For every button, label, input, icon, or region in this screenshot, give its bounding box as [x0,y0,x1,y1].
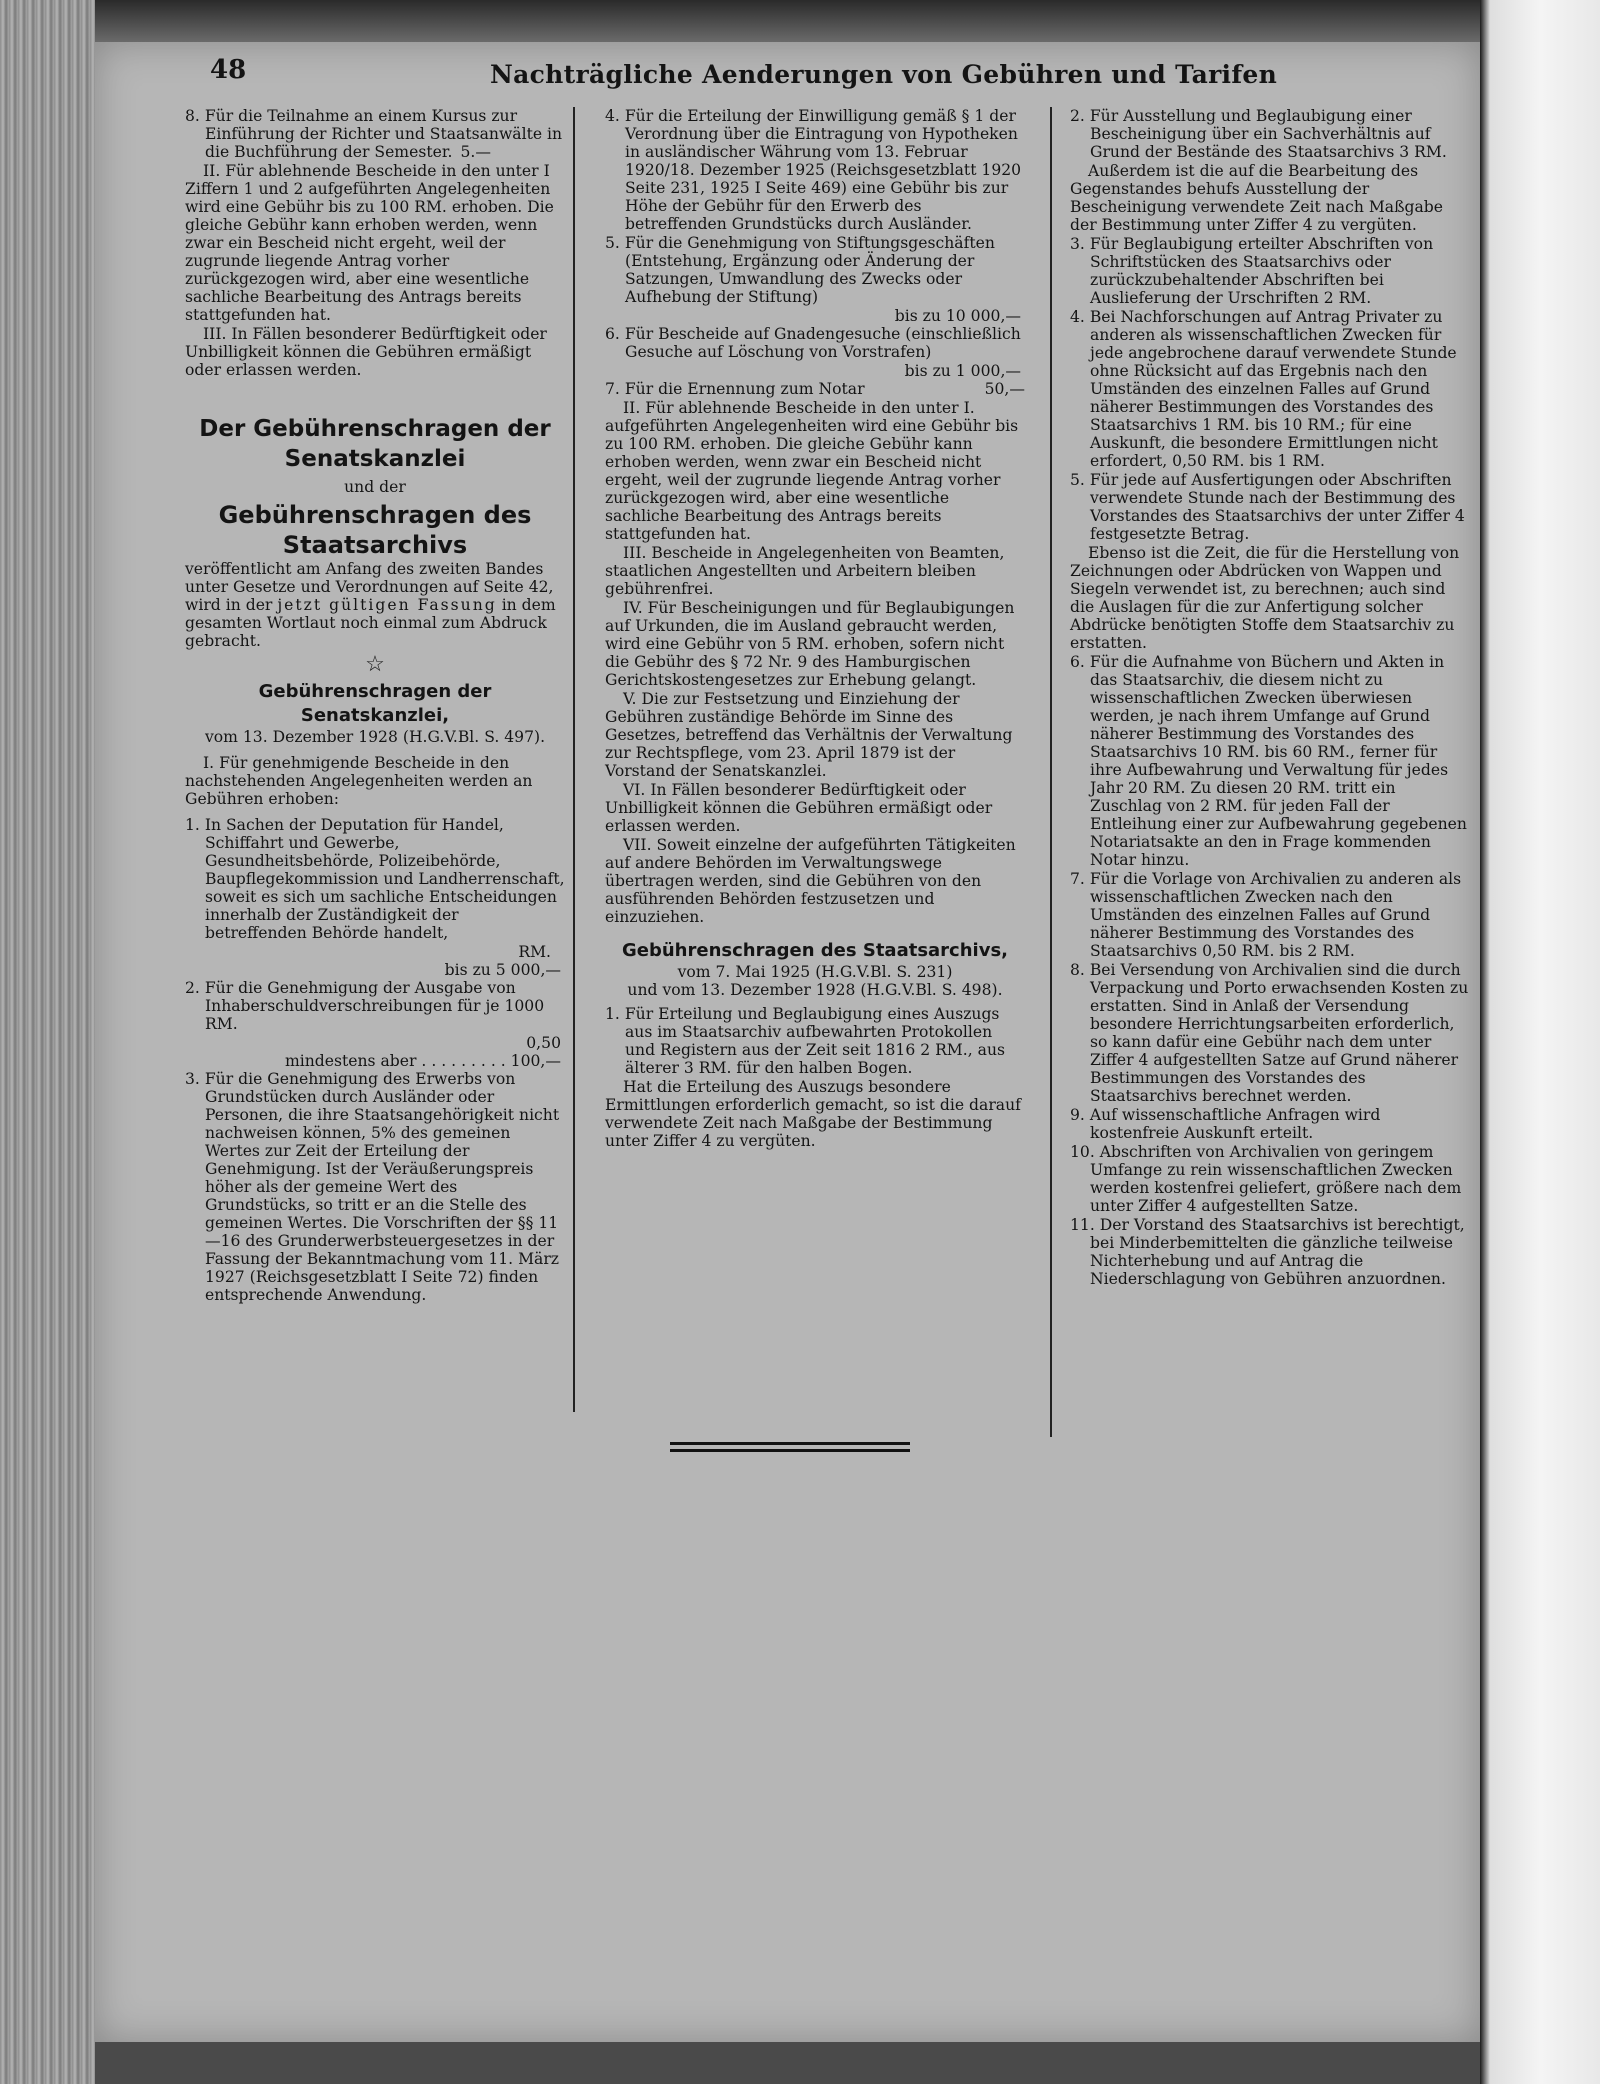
senatskanzlei-para-III-b: III. Bescheide in Angelegenheiten von Beamten, staatlichen Angestellten und Arbeitern bleiben gebührenfrei. [605,544,1005,598]
senatskanzlei-item-1: 1. In Sachen der Deputation für Handel, Schiffahrt und Gewerbe, Gesundheitsbehörde, Polizeibehörde, Baupflegekommission und Landherrenschaft, soweit es sich um sachliche Entscheidungen innerhalb der Zuständigkeit der betreffenden Behörde handelt, [185,816,565,942]
sub-date-staatsarchiv-1: vom 7. Mai 1925 (H.G.V.Bl. S. 231) [677,963,953,981]
staatsarchiv-item-2-para: Außerdem ist die auf die Bearbeitung des Gegenstandes behufs Ausstellung der Bescheinigung verwendete Zeit nach Maßgabe der Bestimmung unter Ziffer 4 zu vergüten. [1070,162,1444,234]
staatsarchiv-item-11: 11. Der Vorstand des Staatsarchivs ist berechtigt, bei Minderbemittelten die gänzliche teilweise Nichterhebung und auf Antrag die Niederschlagung von Gebühren anzuordnen. [1070,1216,1465,1288]
senatskanzlei-para-V: V. Die zur Festsetzung und Einziehung der Gebühren zuständige Behörde im Sinne des Gesetzes, betreffend das Verhältnis der Verwaltung zur Rechtspflege, vom 23. April 1879 ist der Vorstand der Senatskanzlei. [605,690,1013,780]
staatsarchiv-item-6: 6. Für die Aufnahme von Büchern und Akten in das Staatsarchiv, die diesem nicht zu wissenschaftlichen Zwecken überwiesen werden, je nach ihrem Umfange auf Grund näherer Bestimmung des Vorstandes des Staatsarchivs 10 RM. bis 60 RM., ferner für ihre Aufbewahrung und Verwaltung für jedes Jahr 20 RM. Zu diesen 20 RM. tritt ein Zuschlag von 2 RM. für jeden Fall der Entleihung einer zur Aufbewahrung gegebenen Notariatsakte an den in Frage kommenden Notar hinzu. [1070,653,1467,869]
document-page [95,42,1480,2042]
page-number: 48 [210,55,247,85]
senatskanzlei-item-2: 2. Für die Genehmigung der Ausgabe von Inhaberschuldverschreibungen für je 1000 RM. [185,979,545,1033]
staatsarchiv-item-5-para: Ebenso ist die Zeit, die für die Herstellung von Zeichnungen oder Abdrücken von Wappen und Siegeln verwendet ist, zu berechnen; auch sind die Auslagen für die zur Anfertigung solcher Abdrücke benötigten Stoffe dem Staatsarchiv zu erstatten. [1070,544,1460,652]
senatskanzlei-item-6-amount: bis zu 1 000,— [904,362,1021,380]
senatskanzlei-item-6: 6. Für Bescheide auf Gnadengesuche (einschließlich Gesuche auf Löschung von Vorstrafen) [605,325,1021,361]
senatskanzlei-item-2-min: mindestens aber . . . . . . . . . 100,— [284,1052,561,1070]
heading-senatskanzlei: Der Gebührenschragen der Senatskanzlei [199,416,551,472]
staatsarchiv-item-9: 9. Auf wissenschaftliche Anfragen wird kostenfreie Auskunft erteilt. [1070,1106,1381,1142]
senatskanzlei-item-5: 5. Für die Genehmigung von Stiftungsgeschäften (Entstehung, Ergänzung oder Änderung der Satzungen, Umwandlung des Zwecks oder Aufhebung der Stiftung) [605,234,995,306]
facing-page-edge [1480,0,1600,2084]
running-head: Nachträgliche Aenderungen von Gebühren und Tarifen [490,60,1278,89]
staatsarchiv-item-1-para: Hat die Erteilung des Auszugs besondere Ermittlungen erforderlich gemacht, so ist die darauf verwendete Zeit nach Maßgabe der Bestimmung unter Ziffer 4 zu vergüten. [605,1078,1021,1150]
staatsarchiv-item-4: 4. Bei Nachforschungen auf Antrag Privater zu anderen als wissenschaftlichen Zwecken für jede angebrochene darauf verwendete Stunde ohne Rücksicht auf das Ergebnis nach den Umständen des einzelnen Falles auf Grund näherer Bestimmungen des Vorstandes des Staatsarchivs 1 RM. bis 10 RM.; für eine Auskunft, die besondere Ermittlungen nicht erfordert, 0,50 RM. bis 1 RM. [1070,308,1457,470]
senatskanzlei-item-5-amount: bis zu 10 000,— [894,307,1021,325]
sub-heading-staatsarchiv: Gebührenschragen des Staatsarchivs, [621,940,1008,961]
senatskanzlei-para-IV: IV. Für Bescheinigungen und für Beglaubigungen auf Urkunden, die im Ausland gebraucht werden, wird eine Gebühr von 5 RM. erhoben, sofern nicht die Gebühr des § 72 Nr. 9 des Hamburgischen Gerichtskostengesetzes zur Erhebung gelangt. [605,599,1015,689]
senatskanzlei-item-4: 4. Für die Erteilung der Einwilligung gemäß § 1 der Verordnung über die Eintragung von Hypotheken in ausländischer Währung vom 13. Februar 1920/18. Dezember 1925 (Reichsgesetzblatt 1920 Seite 231, 1925 I Seite 469) eine Gebühr bis zur Höhe der Gebühr für den Erwerb des betreffenden Grundstücks durch Ausländer. [605,107,1022,233]
sub-date-senatskanzlei: vom 13. Dezember 1928 (H.G.V.Bl. S. 497). [204,728,546,746]
senatskanzlei-para-VI: VI. In Fällen besonderer Bedürftigkeit oder Unbilligkeit können die Gebühren ermäßigt oder erlassen werden. [605,781,993,835]
staatsarchiv-item-7: 7. Für die Vorlage von Archivalien zu anderen als wissenschaftlichen Zwecken nach den Umständen des einzelnen Falles auf Grund näherer Bestimmung des Vorstandes des Staatsarchivs 0,50 RM. bis 2 RM. [1070,870,1462,960]
senatskanzlei-2-para-II: II. Für ablehnende Bescheide in den unter I. aufgeführten Angelegenheiten wird eine Gebühr bis zu 100 RM. erhoben. Die gleiche Gebühr kann erhoben werden, wenn zwar ein Bescheid nicht ergeht, weil der zugrunde liegende Antrag vorher zurückgezogen wird, aber eine wesentliche sachliche Bearbeitung des Antrags bereits stattgefunden hat. [605,399,1019,543]
rm-unit: RM. [518,943,551,961]
book-edge [0,0,95,2084]
senatskanzlei-item-2-amount: 0,50 [526,1034,561,1052]
senatskanzlei-item-7: 7. Für die Ernennung zum Notar 50,— [605,380,1025,398]
senatskanzlei-item-3: 3. Für die Genehmigung des Erwerbs von Grundstücken durch Ausländer oder Personen, die ihre Staatsangehörigkeit nicht nachweisen können, 5% des gemeinen Wertes zur Zeit der Erteilung der Genehmigung. Ist der Veräußerungspreis höher als der gemeine Wert des Grundstücks, so tritt er an die Stelle des gemeinen Wertes. Die Vorschriften der §§ 11—16 des Grunderwerbsteuergesetzes in der Fassung der Bekanntmachung vom 11. März 1927 (Reichsgesetzblatt I Seite 72) finden entsprechende Anwendung. [185,1070,560,1304]
publication-note: veröffentlicht am Anfang des zweiten Bandes unter Gesetze und Verordnungen auf Seite 42, wird in der jetzt gültigen Fassung in dem gesamten Wortlaut noch einmal zum Abdruck gebracht. [185,560,556,650]
senatskanzlei-para-III: III. In Fällen besonderer Bedürftigkeit oder Unbilligkeit können die Gebühren ermäßigt oder erlassen werden. [185,325,547,379]
column-1 [185,107,565,1305]
senatskanzlei-intro: I. Für genehmigende Bescheide in den nachstehenden Angelegenheiten werden an Gebühren erhoben: [185,754,533,808]
sub-date-staatsarchiv-2: und vom 13. Dezember 1928 (H.G.V.Bl. S. 498). [627,981,1003,999]
column-3 [1070,107,1470,1289]
staatsarchiv-item-8: 8. Bei Versendung von Archivalien sind die durch Verpackung und Porto erwachsenden Kosten zu erstatten. Sind in Anlaß der Versendung besondere Herrichtungsarbeiten erforderlich, so kann dafür eine Gebühr nach dem unter Ziffer 4 aufgestellten Satze auf Grund näherer Bestimmungen des Vorstandes des Staatsarchivs berechnet werden. [1070,961,1469,1105]
und-der: und der [344,478,406,496]
senatskanzlei-item-8: 8. Für die Teilnahme an einem Kursus zur Einführung der Richter und Staatsanwälte in die Buchführung der Semester. 5.— [185,107,563,161]
staatsarchiv-item-5: 5. Für jede auf Ausfertigungen oder Abschriften verwendete Stunde nach der Bestimmung des Vorstandes des Staatsarchivs der unter Ziffer 4 festgesetzte Betrag. [1070,471,1465,543]
top-edge [95,0,1495,42]
star-ornament: ☆ [365,652,385,677]
staatsarchiv-item-10: 10. Abschriften von Archivalien von geringem Umfange zu rein wissenschaftlichen Zwecken werden kostenfrei geliefert, größere nach dem unter Ziffer 4 aufgestellten Satze. [1070,1143,1462,1215]
staatsarchiv-item-2: 2. Für Ausstellung und Beglaubigung einer Bescheinigung über ein Sachverhältnis auf Grund der Bestände des Staatsarchivs 3 RM. [1070,107,1447,161]
column-rule-2 [1050,107,1052,1437]
column-2 [605,107,1025,1151]
sub-heading-senatskanzlei: Gebührenschragen der Senatskanzlei, [258,681,492,726]
staatsarchiv-item-3: 3. Für Beglaubigung erteilter Abschriften von Schriftstücken des Staatsarchivs oder zurückzubehaltender Abschriften bei Auslieferung der Urschriften 2 RM. [1070,235,1434,307]
senatskanzlei-para-II: II. Für ablehnende Bescheide in den unter I Ziffern 1 und 2 aufgeführten Angelegenheiten wird eine Gebühr bis zu 100 RM. erhoben. Die gleiche Gebühr kann erhoben werden, wenn zwar ein Bescheid nicht ergeht, weil der zugrunde liegende Antrag vorher zurückgezogen wird, aber eine wesentliche sachliche Bearbeitung des Antrags bereits stattgefunden hat. [185,162,554,324]
senatskanzlei-item-1-amount: bis zu 5 000,— [444,961,561,979]
end-rule [670,1442,910,1456]
heading-staatsarchiv: Gebührenschragen des Staatsarchivs [218,501,532,559]
senatskanzlei-para-VII: VII. Soweit einzelne der aufgeführten Tätigkeiten auf andere Behörden im Verwaltungswege übertragen werden, sind die Gebühren von den ausführenden Behörden festzusetzen und einzuziehen. [605,836,1016,926]
staatsarchiv-item-1: 1. Für Erteilung und Beglaubigung eines Auszugs aus im Staatsarchiv aufbewahrten Protokollen und Registern aus der Zeit seit 1816 2 RM., aus älterer 3 RM. für den halben Bogen. [605,1005,1005,1077]
column-rule-1 [573,107,575,1412]
